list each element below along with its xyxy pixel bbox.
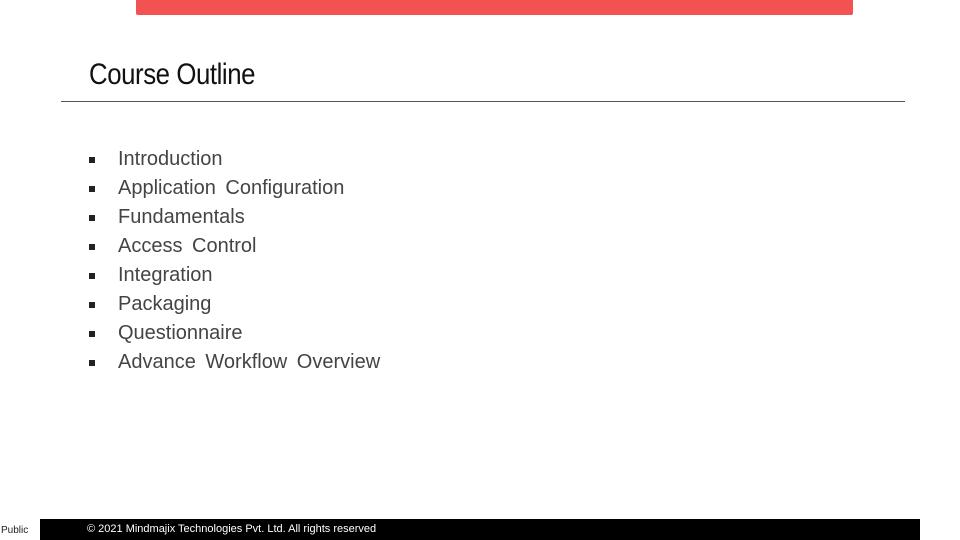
list-item-label: Packaging [118, 293, 212, 315]
square-bullet-icon [89, 302, 95, 308]
list-item-label: Access Control [118, 235, 257, 257]
square-bullet-icon [89, 331, 95, 337]
list-item-label: Questionnaire [118, 322, 243, 344]
square-bullet-icon [89, 157, 95, 163]
list-item-label: Advance Workflow Overview [118, 351, 381, 373]
classification-label: Public [1, 525, 29, 536]
square-bullet-icon [89, 244, 95, 250]
copyright-text: © 2021 Mindmajix Technologies Pvt. Ltd. All rights reserved [87, 523, 377, 535]
list-item [89, 319, 380, 348]
list-item [89, 348, 380, 377]
list-item [89, 145, 380, 174]
top-accent-bar [136, 0, 853, 15]
list-item-label: Introduction [118, 148, 223, 170]
title-divider [61, 101, 905, 102]
square-bullet-icon [89, 360, 95, 366]
list-item [89, 174, 380, 203]
square-bullet-icon [89, 215, 95, 221]
list-item [89, 232, 380, 261]
list-item [89, 261, 380, 290]
list-item [89, 290, 380, 319]
square-bullet-icon [89, 273, 95, 279]
list-item-label: Fundamentals [118, 206, 245, 228]
list-item-label: Application Configuration [118, 177, 345, 199]
course-outline-list [89, 145, 380, 377]
square-bullet-icon [89, 186, 95, 192]
footer-bar [40, 519, 920, 540]
list-item [89, 203, 380, 232]
slide-title: Course Outline [89, 58, 256, 91]
list-item-label: Integration [118, 264, 213, 286]
